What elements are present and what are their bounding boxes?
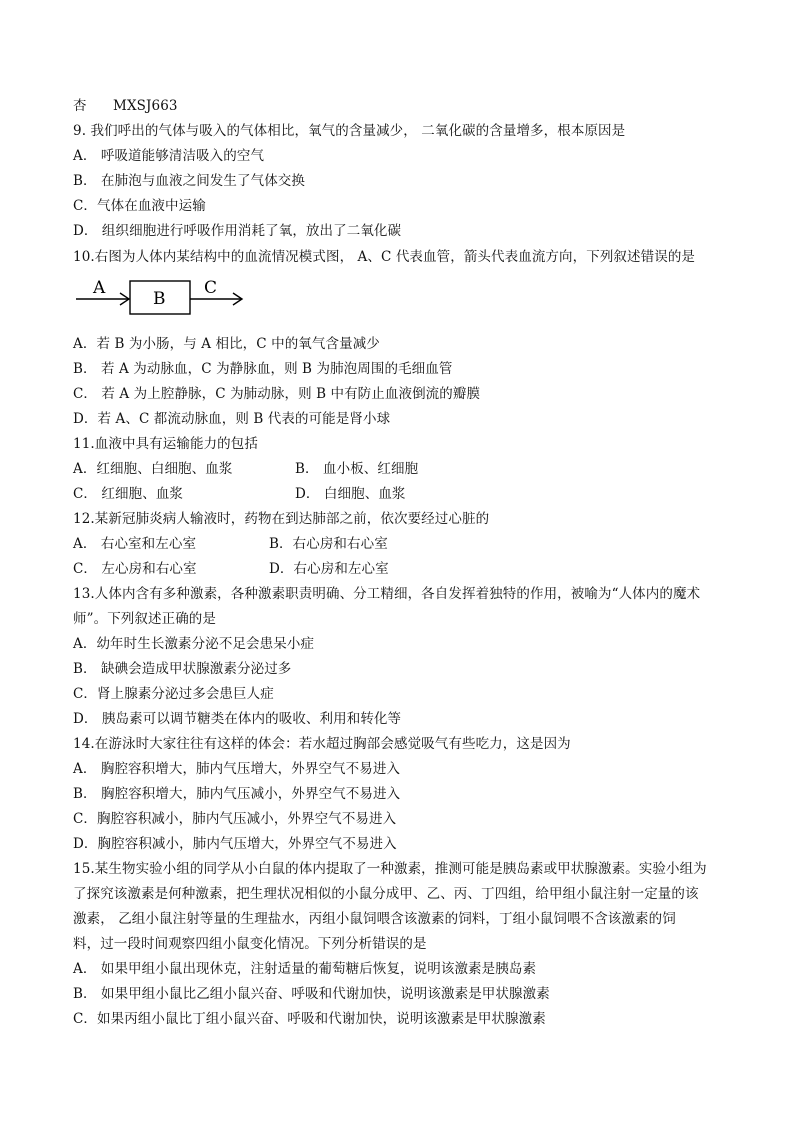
- q13-option-b: B． 缺碘会造成甲状腺激素分泌过多: [73, 661, 292, 677]
- q10-option-b: B． 若 A 为动脉血，C 为静脉血，则 B 为肺泡周围的毛细血管: [73, 361, 453, 377]
- q12-option-d: D．右心房和左心室: [269, 561, 389, 577]
- q10-option-c: C． 若 A 为上腔静脉，C 为肺动脉，则 B 中有防止血液倒流的瓣膜: [73, 386, 481, 402]
- header-left: 杏: [73, 98, 87, 114]
- blood-flow-diagram: [76, 272, 256, 322]
- label-c: C: [204, 278, 218, 298]
- q15-stem-line-4: 料，过一段时间观察四组小鼠变化情况。下列分析错误的是: [73, 936, 427, 952]
- q9-option-b: B． 在肺泡与血液之间发生了气体交换: [73, 173, 306, 189]
- q10-option-d: D．若 A、C 都流动脉血，则 B 代表的可能是肾小球: [73, 411, 391, 427]
- q14-stem: 14.在游泳时大家往往有这样的体会：若水超过胸部会感觉吸气有些吃力，这是因为: [73, 736, 571, 752]
- q13-stem-line-1: 13.人体内含有多种激素，各种激素职责明确、分工精细，各自发挥着独特的作用，被喻为“人体内的魔术: [73, 586, 701, 602]
- q15-option-c: C．如果丙组小鼠比丁组小鼠兴奋、呼吸和代谢加快，说明该激素是甲状腺激素: [73, 1011, 546, 1027]
- q15-stem-line-2: 了探究该激素是何种激素，把生理状况相似的小鼠分成甲、乙、丙、丁四组，给甲组小鼠注射一定量的该: [73, 886, 699, 902]
- q12-option-a: A． 右心室和左心室: [73, 536, 197, 552]
- q12-option-b: B．右心房和右心室: [269, 536, 388, 552]
- q11-option-c: C． 红细胞、血浆: [73, 486, 184, 502]
- q13-stem-line-2: 师”。下列叙述正确的是: [73, 611, 217, 627]
- q12-row-1: [73, 535, 388, 553]
- q9-option-a: A． 呼吸道能够清洁吸入的空气: [73, 148, 265, 164]
- q11-row-2: [73, 485, 406, 503]
- q9-option-c: C．气体在血液中运输: [73, 198, 206, 214]
- q9-option-d: D． 组织细胞进行呼吸作用消耗了氧，放出了二氧化碳: [73, 223, 402, 239]
- q11-row-1: [73, 460, 419, 478]
- q15-stem-line-3: 激素， 乙组小鼠注射等量的生理盐水，丙组小鼠饲喂含该激素的饲料，丁组小鼠饲喂不含该激素的饲: [73, 911, 676, 927]
- label-b: B: [153, 289, 166, 309]
- header-code: MXSJ663: [113, 98, 178, 114]
- q12-row-2: [73, 560, 389, 578]
- q11-option-b: B． 血小板、红细胞: [295, 461, 419, 477]
- q15-option-b: B． 如果甲组小鼠比乙组小鼠兴奋、呼吸和代谢加快，说明该激素是甲状腺激素: [73, 986, 550, 1002]
- q14-option-c: C．胸腔容积减小，肺内气压减小，外界空气不易进入: [73, 811, 397, 827]
- q15-stem-line-1: 15.某生物实验小组的同学从小白鼠的体内提取了一种激素，推测可能是胰岛素或甲状腺激素。实验小组为: [73, 861, 707, 877]
- q11-option-a: A．红细胞、白细胞、血浆: [73, 461, 233, 477]
- q11-stem: 11.血液中具有运输能力的包括: [73, 436, 258, 452]
- label-a: A: [93, 278, 106, 298]
- q9-stem: 9. 我们呼出的气体与吸入的气体相比，氧气的含量减少， 二氧化碳的含量增多，根本原因是: [73, 123, 626, 139]
- q14-option-a: A． 胸腔容积增大，肺内气压增大，外界空气不易进入: [73, 761, 401, 777]
- q10-stem: 10.右图为人体内某结构中的血流情况模式图， A、C 代表血管，箭头代表血流方向，下列叙述错误的是: [73, 249, 696, 265]
- q11-option-d: D． 白细胞、血浆: [295, 486, 406, 502]
- q13-option-c: C．肾上腺素分泌过多会患巨人症: [73, 686, 274, 702]
- q14-option-d: D．胸腔容积减小，肺内气压增大，外界空气不易进入: [73, 836, 397, 852]
- q12-option-c: C． 左心房和右心室: [73, 561, 197, 577]
- q15-option-a: A． 如果甲组小鼠出现休克，注射适量的葡萄糖后恢复，说明该激素是胰岛素: [73, 961, 537, 977]
- q12-stem: 12.某新冠肺炎病人输液时，药物在到达肺部之前，依次要经过心脏的: [73, 511, 490, 527]
- q14-option-b: B． 胸腔容积增大，肺内气压减小，外界空气不易进入: [73, 786, 401, 802]
- q13-option-d: D． 胰岛素可以调节糖类在体内的吸收、利用和转化等: [73, 711, 402, 727]
- q10-option-a: A．若 B 为小肠，与 A 相比，C 中的氧气含量减少: [73, 336, 380, 352]
- page-header: [73, 97, 178, 115]
- q13-option-a: A．幼年时生长激素分泌不足会患呆小症: [73, 636, 315, 652]
